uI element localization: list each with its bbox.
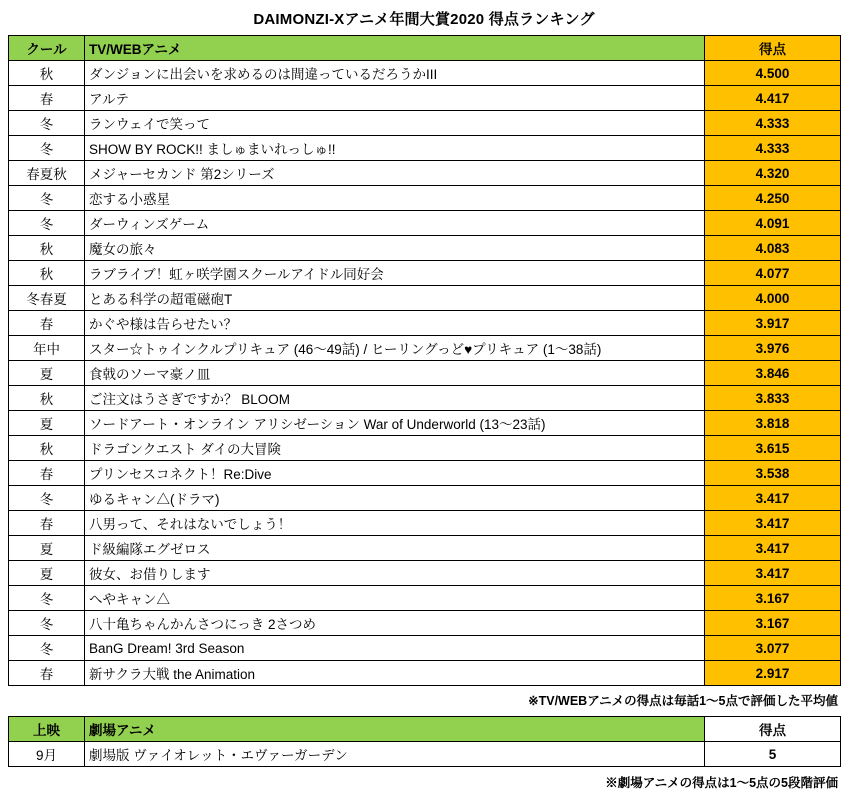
table-row <box>9 161 841 186</box>
cell-cour: 夏 <box>9 536 85 561</box>
cell-title: ご注文はうさぎですか？ BLOOM <box>85 386 705 411</box>
table-row <box>9 586 841 611</box>
table-row <box>9 411 841 436</box>
cell-cour: 冬 <box>9 211 85 236</box>
cell-cour: 冬 <box>9 586 85 611</box>
cell-title: 新サクラ大戦 the Animation <box>85 661 705 686</box>
table-row <box>9 136 841 161</box>
cell-cour: 冬 <box>9 486 85 511</box>
cell-title: プリンセスコネクト！Re:Dive <box>85 461 705 486</box>
cell-score: 4.500 <box>705 61 841 86</box>
table-row <box>9 436 841 461</box>
table-row <box>9 286 841 311</box>
cell-score: 5 <box>705 742 841 767</box>
cell-cour: 夏 <box>9 561 85 586</box>
anime-ranking-table <box>8 35 841 686</box>
cell-score: 3.818 <box>705 411 841 436</box>
cell-title: ドラゴンクエスト ダイの大冒険 <box>85 436 705 461</box>
column-header-score: 得点 <box>705 36 841 61</box>
cell-score: 3.846 <box>705 361 841 386</box>
table-row <box>9 61 841 86</box>
cell-score: 3.417 <box>705 561 841 586</box>
table-row <box>9 336 841 361</box>
cell-score: 4.320 <box>705 161 841 186</box>
table-row <box>9 742 841 767</box>
cell-cour: 春 <box>9 311 85 336</box>
cell-title: ゆるキャン△(ドラマ) <box>85 486 705 511</box>
cell-score: 3.417 <box>705 511 841 536</box>
cell-title: ダーウィンズゲーム <box>85 211 705 236</box>
movie-table-header-row <box>9 717 841 742</box>
cell-title: とある科学の超電磁砲T <box>85 286 705 311</box>
cell-title: SHOW BY ROCK!! ましゅまいれっしゅ!! <box>85 136 705 161</box>
table-row <box>9 236 841 261</box>
cell-title: かぐや様は告らせたい？ <box>85 311 705 336</box>
column-header-screening: 上映 <box>9 717 85 742</box>
cell-score: 3.833 <box>705 386 841 411</box>
table-row <box>9 186 841 211</box>
table-row <box>9 536 841 561</box>
table-row <box>9 486 841 511</box>
cell-title: 恋する小惑星 <box>85 186 705 211</box>
cell-score: 2.917 <box>705 661 841 686</box>
tv-anime-note: ※TV/WEBアニメの得点は毎話1〜5点で評価した平均値 <box>528 694 838 708</box>
cell-title: ランウェイで笑って <box>85 111 705 136</box>
cell-title: ド級編隊エグゼロス <box>85 536 705 561</box>
table-row <box>9 636 841 661</box>
cell-cour: 秋 <box>9 236 85 261</box>
cell-cour: 冬 <box>9 186 85 211</box>
cell-score: 3.417 <box>705 486 841 511</box>
table-row <box>9 511 841 536</box>
cell-title: BanG Dream! 3rd Season <box>85 636 705 661</box>
cell-score: 3.917 <box>705 311 841 336</box>
cell-score: 3.077 <box>705 636 841 661</box>
cell-score: 4.250 <box>705 186 841 211</box>
cell-title: 食戟のソーマ豪ノ皿 <box>85 361 705 386</box>
cell-score: 3.417 <box>705 536 841 561</box>
cell-cour: 冬 <box>9 136 85 161</box>
table-header-row <box>9 36 841 61</box>
table-row <box>9 386 841 411</box>
cell-score: 4.333 <box>705 136 841 161</box>
table-row <box>9 661 841 686</box>
table-row <box>9 211 841 236</box>
cell-score: 3.615 <box>705 436 841 461</box>
table-row <box>9 461 841 486</box>
cell-cour: 春夏秋 <box>9 161 85 186</box>
cell-score: 4.083 <box>705 236 841 261</box>
cell-score: 3.167 <box>705 586 841 611</box>
movie-anime-note: ※劇場アニメの得点は1〜5点の5段階評価 <box>605 776 838 790</box>
column-header-title: TV/WEBアニメ <box>85 36 705 61</box>
cell-cour: 春 <box>9 511 85 536</box>
table-row <box>9 311 841 336</box>
cell-cour: 年中 <box>9 336 85 361</box>
column-header-movie-score: 得点 <box>705 717 841 742</box>
cell-screening: 9月 <box>9 742 85 767</box>
cell-score: 4.091 <box>705 211 841 236</box>
cell-cour: 秋 <box>9 61 85 86</box>
cell-title: アルテ <box>85 86 705 111</box>
cell-title: 劇場版 ヴァイオレット・エヴァーガーデン <box>85 742 705 767</box>
table-row <box>9 261 841 286</box>
cell-title: メジャーセカンド 第2シリーズ <box>85 161 705 186</box>
cell-title: ダンジョンに出会いを求めるのは間違っているだろうかIII <box>85 61 705 86</box>
cell-title: 彼女、お借りします <box>85 561 705 586</box>
cell-title: ラブライブ！虹ヶ咲学園スクールアイドル同好会 <box>85 261 705 286</box>
cell-title: 八十亀ちゃんかんさつにっき 2さつめ <box>85 611 705 636</box>
cell-cour: 秋 <box>9 261 85 286</box>
movie-anime-table <box>8 716 841 767</box>
cell-cour: 冬 <box>9 636 85 661</box>
cell-cour: 秋 <box>9 386 85 411</box>
cell-cour: 春 <box>9 461 85 486</box>
cell-score: 4.417 <box>705 86 841 111</box>
column-header-cour: クール <box>9 36 85 61</box>
page-title: DAIMONZI-Xアニメ年間大賞2020 得点ランキング <box>253 11 595 28</box>
column-header-movie-title: 劇場アニメ <box>85 717 705 742</box>
cell-title: 八男って、それはないでしょう！ <box>85 511 705 536</box>
cell-score: 3.167 <box>705 611 841 636</box>
cell-cour: 夏 <box>9 361 85 386</box>
table-row <box>9 86 841 111</box>
cell-cour: 冬 <box>9 611 85 636</box>
cell-score: 4.333 <box>705 111 841 136</box>
cell-title: 魔女の旅々 <box>85 236 705 261</box>
cell-score: 4.077 <box>705 261 841 286</box>
table-row <box>9 611 841 636</box>
cell-cour: 秋 <box>9 436 85 461</box>
cell-cour: 冬春夏 <box>9 286 85 311</box>
cell-title: ソードアート・オンライン アリシゼーション War of Underworld (13〜23話) <box>85 411 705 436</box>
cell-score: 3.538 <box>705 461 841 486</box>
cell-score: 4.000 <box>705 286 841 311</box>
table-row <box>9 361 841 386</box>
cell-cour: 夏 <box>9 411 85 436</box>
table-row <box>9 111 841 136</box>
table-row <box>9 561 841 586</box>
cell-cour: 春 <box>9 86 85 111</box>
cell-cour: 冬 <box>9 111 85 136</box>
cell-cour: 春 <box>9 661 85 686</box>
cell-title: へやキャン△ <box>85 586 705 611</box>
cell-score: 3.976 <box>705 336 841 361</box>
cell-title: スター☆トゥインクルプリキュア (46〜49話) / ヒーリングっど♥プリキュア (1〜38話) <box>85 336 705 361</box>
